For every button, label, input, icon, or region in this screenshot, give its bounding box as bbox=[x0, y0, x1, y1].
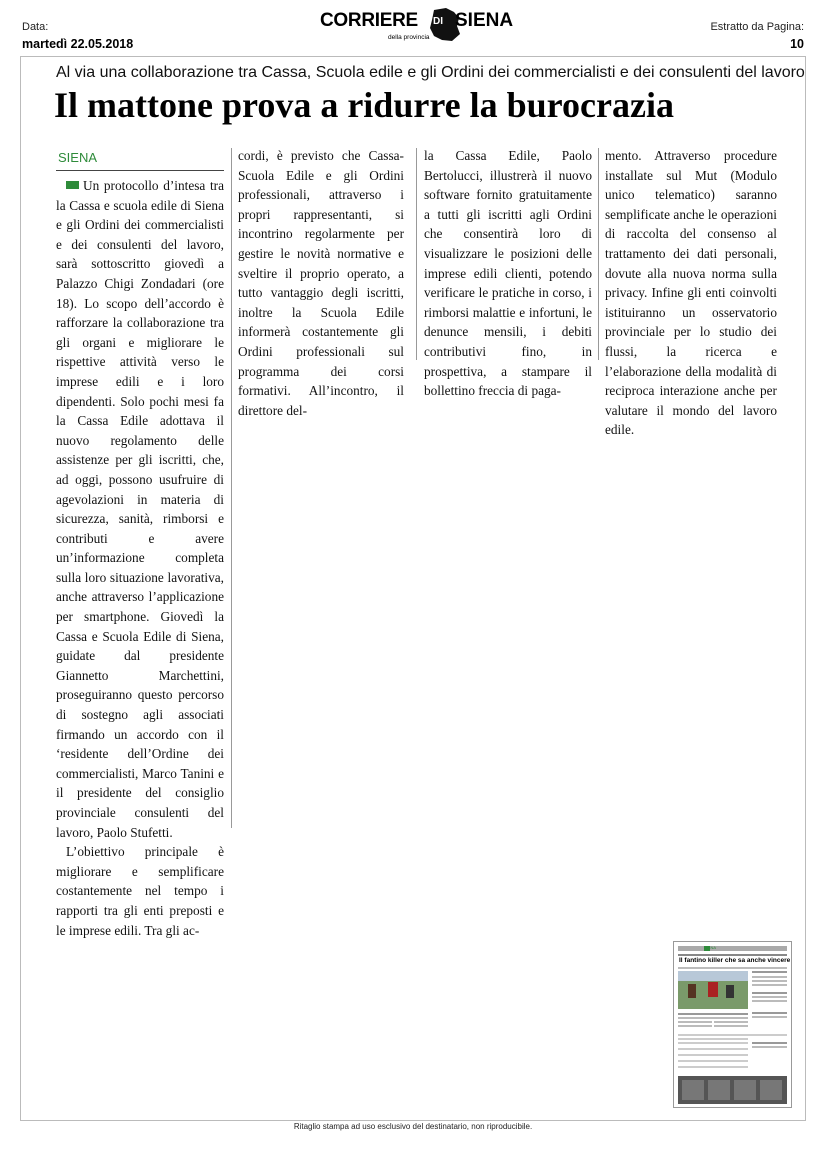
date-value: martedì 22.05.2018 bbox=[22, 37, 134, 51]
column-divider bbox=[231, 148, 232, 828]
page-label: Estratto da Pagina: bbox=[710, 21, 804, 33]
article-headline: Il mattone prova a ridurre la burocrazia bbox=[54, 85, 674, 125]
paragraph-text: Un protocollo d’intesa tra la Cassa e scuola edile di Siena e gli Ordini dei commercialisti e dei consulenti del lavoro, sarà sottoscritto giovedì a Palazzo Chigi Zondadari (ore 18). Lo scopo dell’accordo è rafforzare la collaborazione tra gli organi e migliorare le rispettive attività verso le imprese edili e i loro dipendenti. Solo pochi mesi fa la Cassa Edile adottava il nuovo regolamento delle assistenze per gli iscritti, che, ad oggi, possono usufruire di agevolazioni in materia di sicurezza, sanità, rimborsi e contributi e avere un’informazione completa sulla loro situazione lavorativa, anche attraverso l’applicazione per smartphone. Giovedì la Cassa e Scuola Edile di Siena, guidate dal presidente Giannetto Marchettini, proseguiranno questo percorso di sostegno agli associati firmando un accordo con il ‘residente dell’Ordine dei commercialisti, Marco Tanini e il presidente del consiglio provinciale consulenti del lavoro, Paolo Stufetti. bbox=[56, 178, 224, 840]
article-paragraph: cordi, è previsto che Cassa-Scuola Edile e gli Ordini professionali, attraverso i propri rappresentanti, si incontrino regolarmente per gestire le novità normative e sveltire il proprio operato, a tutto vantaggio degli iscritti, inoltre la Scuola Edile informerà costantemente gli Ordini professionali sul programma dei corsi formativi. All’incontro, il direttore del- bbox=[238, 148, 404, 418]
section-divider bbox=[56, 170, 224, 171]
page-thumbnail bbox=[673, 941, 792, 1108]
column-divider bbox=[416, 148, 417, 360]
article-column-1 bbox=[56, 176, 224, 940]
article-paragraph: la Cassa Edile, Paolo Bertolucci, illustrerà il nuovo software fornito gratuitamente a tutti gli iscritti agli Ordini che consentirà loro di visualizzare le posizioni delle imprese edili clienti, potendo verificare le pratiche in corso, i rimborsi malattie e infortuni, le denunce mensili, i debiti contributivi fino, in prospettiva, a stampare il bollettino freccia di paga- bbox=[424, 148, 592, 399]
logo-word-di: DI bbox=[433, 16, 443, 27]
logo-word-corriere: CORRIERE bbox=[320, 10, 418, 31]
newspaper-logo bbox=[320, 8, 514, 44]
footer-notice: Ritaglio stampa ad uso esclusivo del destinatario, non riproducibile. bbox=[293, 1122, 533, 1131]
date-label: Data: bbox=[22, 21, 49, 33]
article-paragraph bbox=[56, 176, 224, 842]
page-thumbnail-graphic bbox=[674, 942, 791, 1107]
green-square-icon bbox=[66, 181, 79, 189]
article-column-2 bbox=[238, 146, 404, 420]
article-column-4 bbox=[605, 146, 777, 440]
section-label: SIENA bbox=[58, 150, 98, 165]
logo-word-siena: SIENA bbox=[455, 10, 514, 31]
thumbnail-section: SIENA bbox=[704, 945, 717, 950]
article-kicker: Al via una collaborazione tra Cassa, Scuola edile e gli Ordini dei commercialisti e dei consulenti del lavoro bbox=[56, 64, 805, 81]
column-divider bbox=[598, 148, 599, 360]
article-column-3 bbox=[424, 146, 592, 401]
article-paragraph: L’obiettivo principale è migliorare e semplificare costantemente nel tempo i rapporti tra gli enti preposti e le imprese edili. Tra gli ac- bbox=[56, 844, 224, 938]
thumbnail-headline: Il fantino killer che sa anche vincere bbox=[679, 957, 791, 964]
article-paragraph: mento. Attraverso procedure installate sul Mut (Modulo unico telematico) saranno semplificate anche le operazioni di raccolta del consenso al trattamento dei dati personali, dovute alla nuova norma sulla privacy. Infine gli enti coinvolti istituiranno un osservatorio provinciale per lo studio dei flussi, la ricerca e l’elaborazione della modalità di reciproca interazione anche per valutare il mondo del lavoro edile. bbox=[605, 148, 777, 438]
page-value: 10 bbox=[790, 37, 804, 51]
logo-subtitle: della provincia bbox=[388, 34, 430, 41]
